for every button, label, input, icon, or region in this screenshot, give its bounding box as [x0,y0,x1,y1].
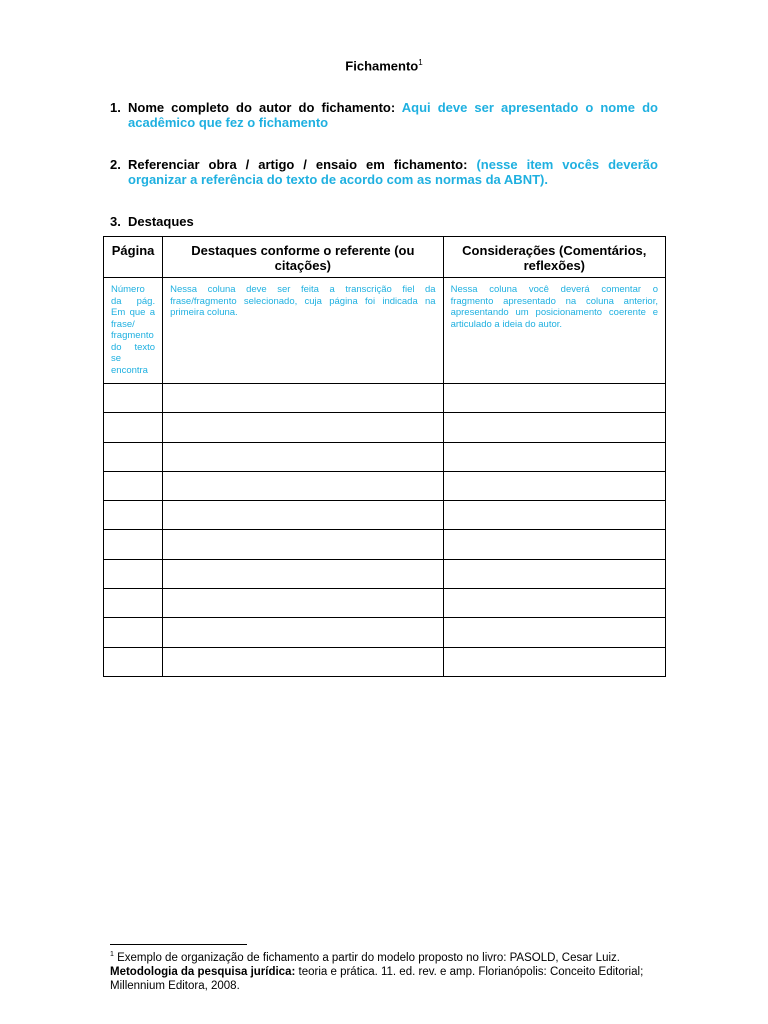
highlight-cell[interactable] [163,618,443,647]
item-highlights [110,214,658,229]
page-cell[interactable] [104,384,163,413]
consideration-cell[interactable] [443,589,665,618]
consideration-cell[interactable] [443,413,665,442]
consideration-cell[interactable] [443,384,665,413]
item-hint: (nesse item vocês deverão organizar a referência do texto de acordo com as normas da ABNT). [128,157,658,187]
example-page-cell[interactable]: Número da pág. Em que a frase/ fragmento do texto se encontra [104,278,163,384]
highlight-cell[interactable] [163,442,443,471]
footnote-number: 1 [110,951,114,958]
page-cell[interactable] [104,618,163,647]
footnote-text-before: Exemplo de organização de fichamento a partir do modelo proposto no livro: PASOLD, Cesar Luiz. [117,951,620,964]
table-empty-rows [104,384,666,677]
table-row [104,442,666,471]
table-row [104,589,666,618]
page-cell[interactable] [104,559,163,588]
item-label: Destaques [128,214,194,229]
footnote-separator [110,944,247,945]
table-row [104,471,666,500]
highlight-cell[interactable] [163,559,443,588]
example-highlight-cell[interactable]: Nessa coluna deve ser feita a transcrição fiel da frase/fragmento selecionado, cuja página foi indicada na primeira coluna. [163,278,443,384]
consideration-cell[interactable] [443,647,665,676]
highlight-cell[interactable] [163,471,443,500]
consideration-cell[interactable] [443,618,665,647]
table-row [104,647,666,676]
highlight-cell[interactable] [163,413,443,442]
consideration-cell[interactable] [443,471,665,500]
footnote-book-title: Metodologia da pesquisa jurídica: [110,965,296,978]
header-highlights: Destaques conforme o referente (ou citações) [163,237,443,278]
table-header-row [104,237,666,278]
item-number: 1. [110,100,121,115]
item-hint: Aqui deve ser apresentado o nome do acadêmico que fez o fichamento [128,100,658,130]
item-reference [110,157,658,187]
footnote-text-after: teoria e prática. 11. ed. rev. e amp. Florianópolis: Conceito Editorial; Millennium Editora, 2008. [110,965,644,992]
highlight-cell[interactable] [163,384,443,413]
footnote [110,948,660,993]
consideration-cell[interactable] [443,442,665,471]
page-cell[interactable] [104,413,163,442]
consideration-cell[interactable] [443,530,665,559]
item-label: Nome completo do autor do fichamento: [128,100,396,115]
table-row [104,413,666,442]
item-author-name [110,100,658,130]
item-label: Referenciar obra / artigo / ensaio em fichamento: [128,157,468,172]
table-row [104,501,666,530]
header-considerations: Considerações (Comentários, reflexões) [443,237,665,278]
footnote-mark: 1 [418,58,423,67]
highlight-cell[interactable] [163,501,443,530]
item-number: 2. [110,157,121,172]
table-row [104,559,666,588]
table-row [104,384,666,413]
highlight-cell[interactable] [163,589,443,618]
highlights-table [103,236,666,677]
table-row [104,618,666,647]
consideration-cell[interactable] [443,559,665,588]
page-cell[interactable] [104,471,163,500]
page-title [0,58,768,73]
table-example-row [104,278,666,384]
highlight-cell[interactable] [163,647,443,676]
item-number: 3. [110,214,121,229]
page-cell[interactable] [104,501,163,530]
table-row [104,530,666,559]
header-page: Página [104,237,163,278]
title-text: Fichamento [345,58,419,74]
page-cell[interactable] [104,530,163,559]
page-cell[interactable] [104,647,163,676]
consideration-cell[interactable] [443,501,665,530]
page-cell[interactable] [104,589,163,618]
highlight-cell[interactable] [163,530,443,559]
page-cell[interactable] [104,442,163,471]
example-consideration-cell[interactable]: Nessa coluna você deverá comentar o fragmento apresentado na coluna anterior, apresentando um posicionamento coerente e articulado a ideia do autor. [443,278,665,384]
